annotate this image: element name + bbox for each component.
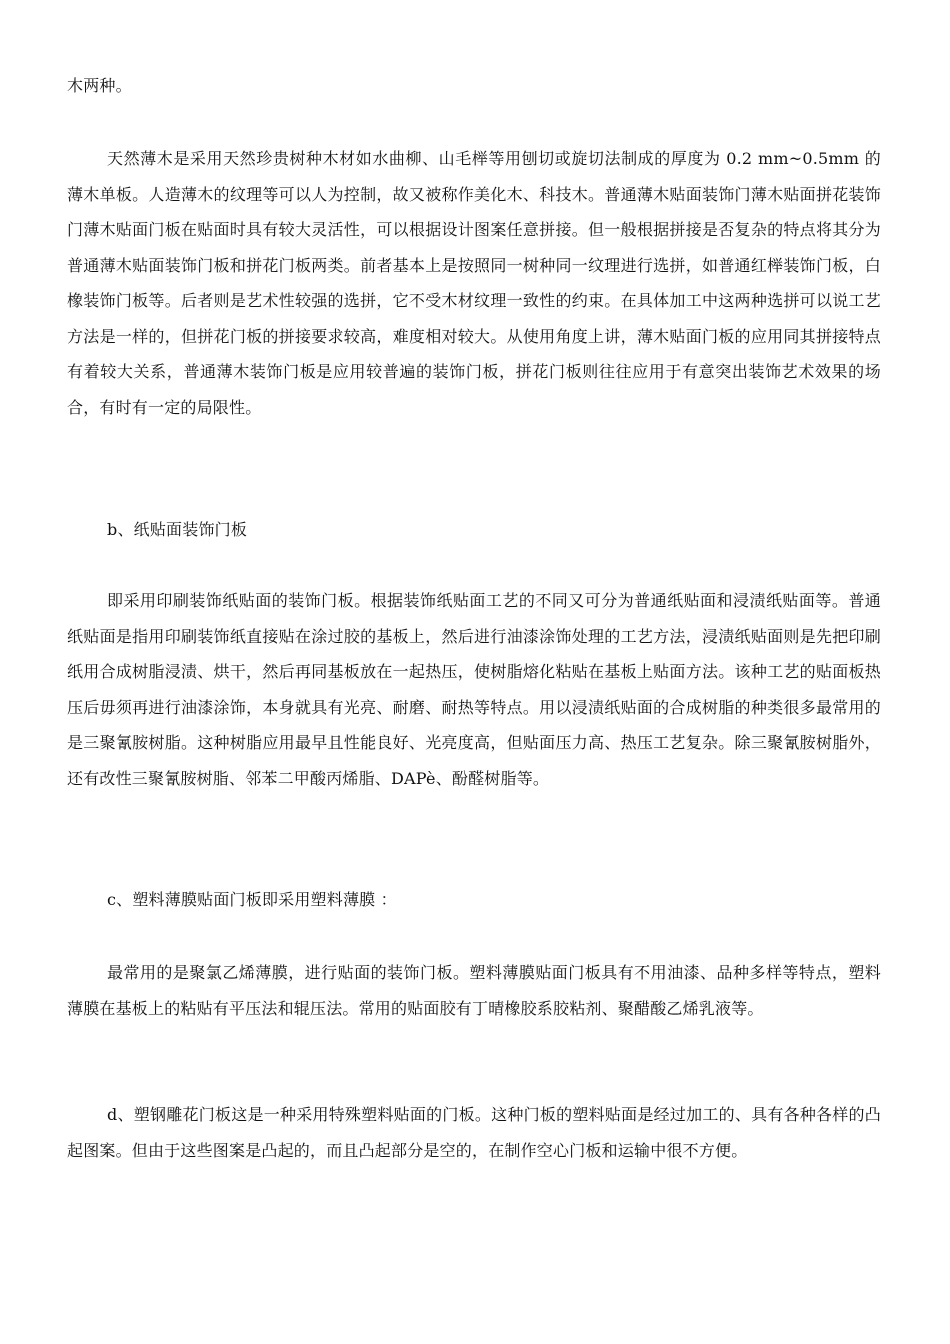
heading-paper-veneer-door: b、纸贴面装饰门板 — [107, 520, 248, 539]
heading-plastic-film-door: c、塑料薄膜贴面门板即采用塑料薄膜 ： — [107, 890, 397, 909]
paragraph-plastic-film: 最常用的是聚氯乙烯薄膜，进行贴面的装饰门板。塑料薄膜贴面门板具有不用油漆、品种多样等特点，塑料薄膜在基板上的粘贴有平压法和辊压法。常用的贴面胶有丁晴橡胶系胶粘剂、聚醋酸乙烯乳液等。 — [67, 963, 881, 1018]
paragraph-natural-veneer: 天然薄木是采用天然珍贵树种木材如水曲柳、山毛榉等用刨切或旋切法制成的厚度为 0.2 mm~0.5mm 的薄木单板。人造薄木的纹理等可以人为控制，故又被称作美化木、科技木。普通薄木贴面装饰门薄木贴面拼花装饰门薄木贴面门板在贴面时具有较大灵活性，可以根据设计图案任意拼接。但一般根据拼接是否复杂的特点将其分为普通薄木贴面装饰门板和拼花门板两类。前者基本上是按照同一树种同一纹理进行选拼，如普通红榉装饰门板，白橡装饰门板等。后者则是艺术性较强的选拼，它不受木材纹理一致性的约束。在具体加工中这两种选拼可以说工艺方法是一样的，但拼花门板的拼接要求较高，难度相对较大。从使用角度上讲，薄木贴面门板的应用同其拼接特点有着较大关系，普通薄木装饰门板是应用较普遍的装饰门板，拼花门板则往往应用于有意突出装饰艺术效果的场合，有时有一定的局限性。 — [67, 149, 881, 417]
paragraph-paper-veneer: 即采用印刷装饰纸贴面的装饰门板。根据装饰纸贴面工艺的不同又可分为普通纸贴面和浸渍纸贴面等。普通纸贴面是指用印刷装饰纸直接贴在涂过胶的基板上，然后进行油漆涂饰处理的工艺方法，浸渍纸贴面则是先把印刷纸用合成树脂浸渍、烘干，然后再同基板放在一起热压，使树脂熔化粘贴在基板上贴面方法。该种工艺的贴面板热压后毋须再进行油漆涂饰，本身就具有光亮、耐磨、耐热等特点。用以浸渍纸贴面的合成树脂的种类很多最常用的是三聚氰胺树脂。这种树脂应用最早且性能良好、光亮度高，但贴面压力高、热压工艺复杂。除三聚氰胺树脂外，还有改性三聚氰胺树脂、邻苯二甲酸丙烯脂、DAPè、酚醛树脂等。 — [67, 591, 881, 788]
paragraph-plastic-steel-carved: d、塑钢雕花门板这是一种采用特殊塑料贴面的门板。这种门板的塑料贴面是经过加工的、具有各种各样的凸起图案。但由于这些图案是凸起的，而且凸起部分是空的，在制作空心门板和运输中很不方便。 — [67, 1105, 881, 1160]
paragraph-continuation: 木两种。 — [67, 76, 132, 95]
